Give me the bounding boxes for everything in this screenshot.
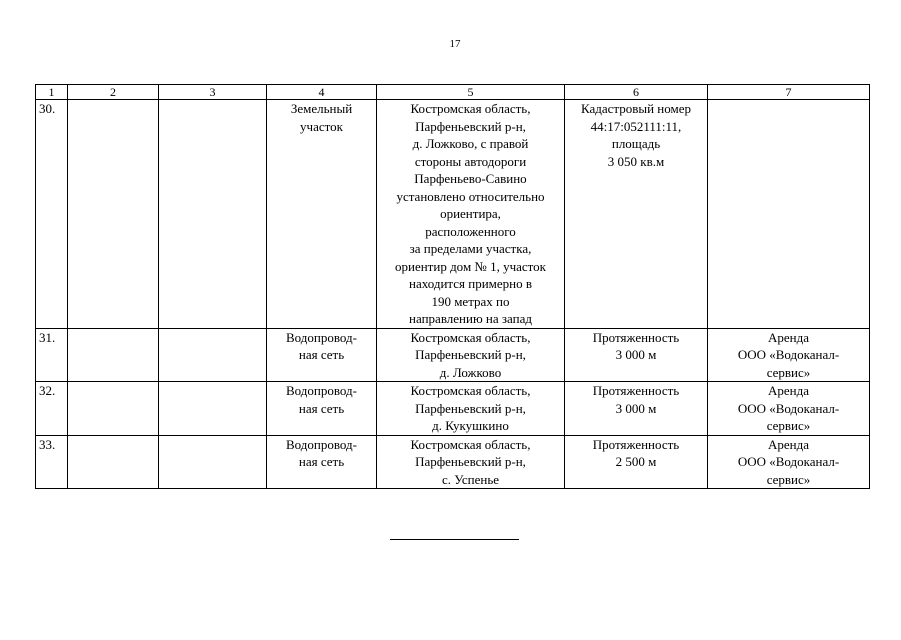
column-header: 3	[159, 85, 267, 100]
table-header-row	[36, 85, 870, 100]
row-number: 31.	[36, 328, 68, 382]
property-registry-table	[35, 84, 870, 489]
row-number: 30.	[36, 100, 68, 329]
cell-col3	[159, 382, 267, 436]
object-encumbrance	[708, 100, 870, 329]
table-row	[36, 100, 870, 329]
page-number: 17	[449, 38, 461, 50]
object-encumbrance: Аренда ООО «Водоканал- сервис»	[708, 382, 870, 436]
closing-divider-line	[390, 539, 519, 540]
column-header: 7	[708, 85, 870, 100]
cell-col3	[159, 328, 267, 382]
object-address: Костромская область, Парфеньевский р-н, с. Успенье	[377, 435, 565, 489]
cell-col2	[68, 328, 159, 382]
row-number: 32.	[36, 382, 68, 436]
column-header: 5	[377, 85, 565, 100]
object-encumbrance: Аренда ООО «Водоканал- сервис»	[708, 328, 870, 382]
cell-col2	[68, 382, 159, 436]
object-name: Водопровод- ная сеть	[267, 435, 377, 489]
column-header: 4	[267, 85, 377, 100]
column-header: 1	[36, 85, 68, 100]
object-characteristics: Протяженность 2 500 м	[565, 435, 708, 489]
table-row	[36, 435, 870, 489]
row-number: 33.	[36, 435, 68, 489]
cell-col3	[159, 100, 267, 329]
table-row	[36, 328, 870, 382]
column-header: 2	[68, 85, 159, 100]
object-address: Костромская область, Парфеньевский р-н, д. Ложково	[377, 328, 565, 382]
cell-col3	[159, 435, 267, 489]
object-name: Водопровод- ная сеть	[267, 328, 377, 382]
object-characteristics: Кадастровый номер 44:17:052111:11, площадь 3 050 кв.м	[565, 100, 708, 329]
object-name: Водопровод- ная сеть	[267, 382, 377, 436]
column-header: 6	[565, 85, 708, 100]
object-encumbrance: Аренда ООО «Водоканал- сервис»	[708, 435, 870, 489]
cell-col2	[68, 435, 159, 489]
object-characteristics: Протяженность 3 000 м	[565, 382, 708, 436]
object-address: Костромская область, Парфеньевский р-н, д. Кукушкино	[377, 382, 565, 436]
object-address: Костромская область, Парфеньевский р-н, д. Ложково, с правой стороны автодороги Парфеньево-Савино установлено относительно ориентира, расположенного за пределами участка, ориентир дом № 1, участок находится примерно в 190 метрах по направлению на запад	[377, 100, 565, 329]
cell-col2	[68, 100, 159, 329]
object-name: Земельный участок	[267, 100, 377, 329]
table-row	[36, 382, 870, 436]
object-characteristics: Протяженность 3 000 м	[565, 328, 708, 382]
